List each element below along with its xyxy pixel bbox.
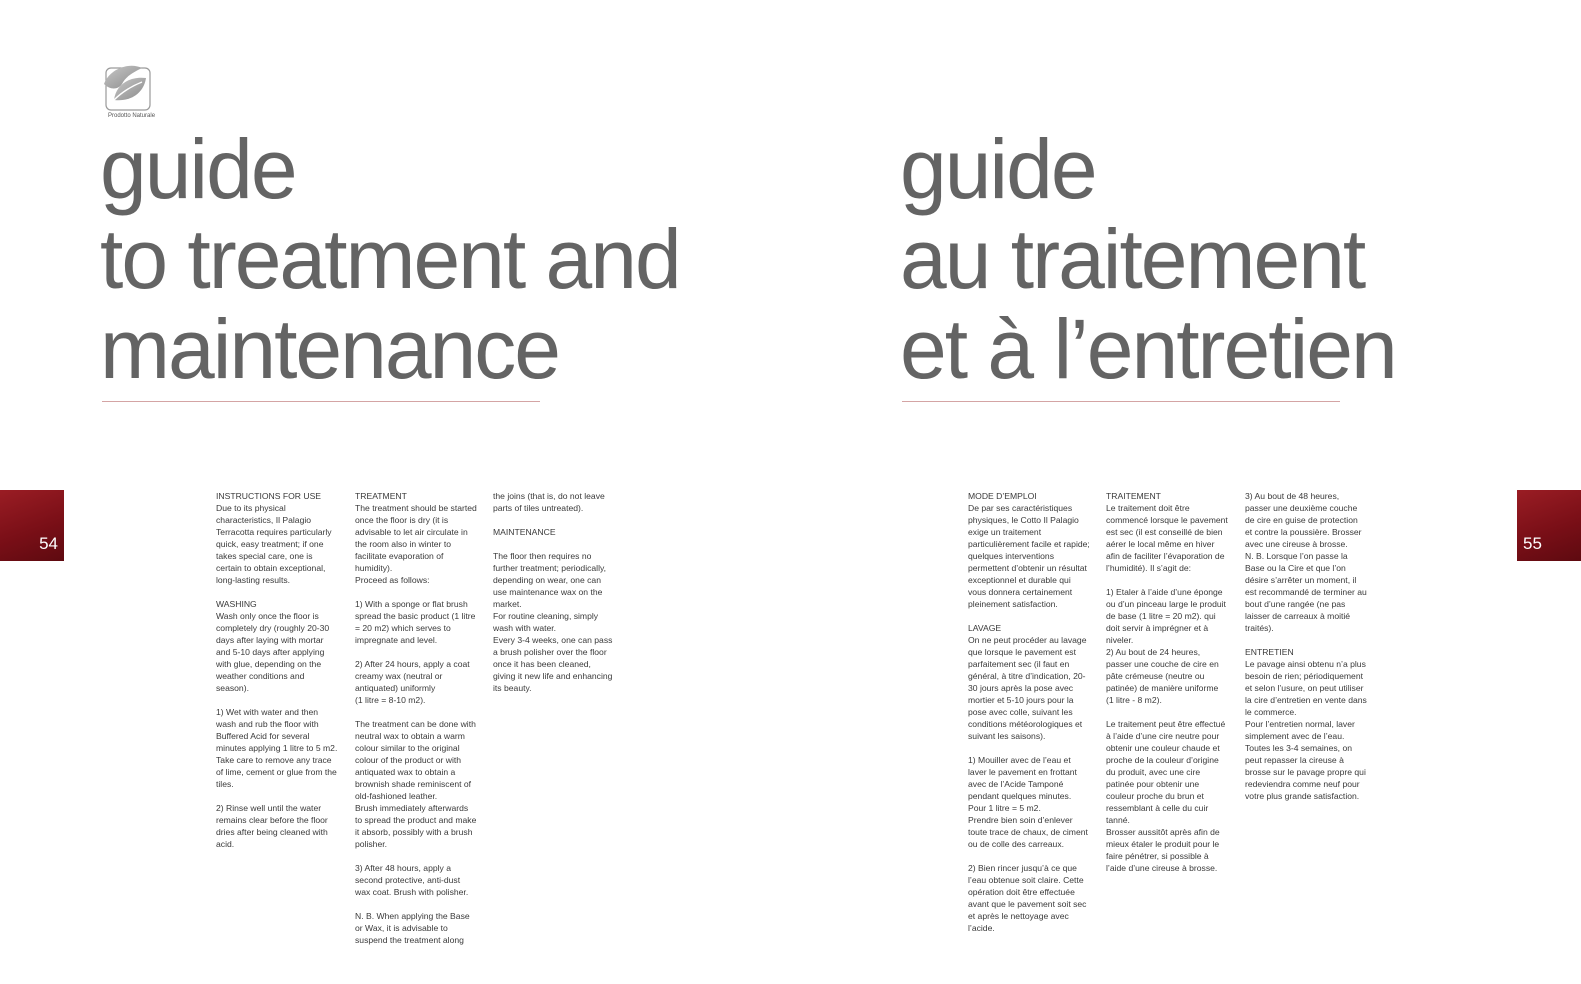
french-column-3 [1245,490,1367,802]
paragraph: 2) Rinse well until the water remains clear before the floor dries after being cleaned with acid. [216,803,328,849]
title-line: to treatment and [100,212,680,306]
page-tab-right [1517,490,1581,561]
title-underline [102,401,540,402]
paragraph: WASHING Wash only once the floor is completely dry (roughly 20-30 days after laying with mortar and 5-10 days after applying with glue, depending on the weather conditions and season). [216,599,330,693]
paragraph: LAVAGE On ne peut procéder au lavage que lorsque le pavement est parfaitement sec (il faut en général, à titre d’indication, 20-30 jours après la pose avec mortier et 5-10 jours pour la pose avec colle, suivant les conditions météorologiques et suivant les saisons). [968,623,1087,741]
paragraph: 1) Etaler à l’aide d’une éponge ou d’un pinceau large le produit de base (1 litre = 20 m2). qui doit servir à imprégner et à niveler. 2) Au bout de 24 heures, passer une couche de cire en pâte crémeuse (neutre ou patinée) de manière uniforme (1 litre - 8 m2). [1106,587,1226,705]
french-title [900,124,1396,394]
paragraph: TREATMENT The treatment should be started once the floor is dry (it is advisable to let air circulate in the room also in winter to facilitate evaporation of humidity). Proceed as follows: [355,491,477,585]
title-line: au traitement [900,212,1365,306]
paragraph: 1) Wet with water and then wash and rub the floor with Buffered Acid for several minutes applying 1 litre to 5 m2. Take care to remove any trace of lime, cement or glue from the tiles. [216,707,338,789]
title-line: maintenance [100,302,559,396]
paragraph: 2) Bien rincer jusqu’à ce que l’eau obtenue soit claire. Cette opération doit être effectuée avant que le pavement soit sec et après le nettoyage avec l’acide. [968,863,1087,933]
paragraph: 1) Mouiller avec de l’eau et laver le pavement en frottant avec de l’Acide Tamponé pendant quelques minutes. Pour 1 litre = 5 m2. Prendre bien soin d’enlever toute trace de chaux, de ciment ou de colle des carreaux. [968,755,1088,849]
page-number: 54 [39,534,58,553]
paragraph: 1) With a sponge or flat brush spread the basic product (1 litre = 20 m2) which serves to impregnate and level. [355,599,476,645]
paragraph: ENTRETIEN Le pavage ainsi obtenu n’a plus besoin de rien; périodiquement et selon l’usure, on peut utiliser la cire d’entretien en vente dans le commerce. Pour l’entretien normal, laver simplement avec de l’eau. Toutes les 3-4 semaines, on peut repasser la cireuse à brosse sur le pavage propre qui redeviendra comme neuf pour votre plus grande satisfaction. [1245,647,1367,801]
paragraph: The floor then requires no further treatment; periodically, depending on wear, one can use maintenance wax on the market. For routine cleaning, simply wash with water. Every 3-4 weeks, one can pass a brush polisher over the floor once it has been cleaned, giving it new life and enhancing its beauty. [493,551,613,693]
page-tab-left [0,490,64,561]
french-column-1 [968,490,1090,934]
english-title [100,124,680,394]
english-column-2 [355,490,477,946]
french-column-2 [1106,490,1228,874]
paragraph: 3) Au bout de 48 heures, passer une deuxième couche de cire en guise de protection et contre la poussière. Brosser avec une cireuse à brosse. N. B. Lorsque l’on passe la Base ou la Cire et que l’on désire s’arrêter un moment, il est recommandé de terminer au bout d’une rangée (ne pas laisser de carreaux à moitié traités). [1245,491,1367,633]
section-heading: MAINTENANCE [493,527,556,537]
logo [100,62,156,120]
paragraph: the joins (that is, do not leave parts of tiles untreated). [493,491,605,513]
page-number: 55 [1523,534,1542,553]
paragraph: 2) After 24 hours, apply a coat creamy wax (neutral or antiquated) uniformly (1 litre = 8-10 m2). [355,659,470,705]
title-line: et à l’entretien [900,302,1396,396]
title-line: guide [100,122,296,216]
paragraph: INSTRUCTIONS FOR USE Due to its physical characteristics, Il Palagio Terracotta requires particularly quick, easy treatment; if one takes special care, one is certain to obtain exceptional, long-lasting results. [216,491,332,585]
english-column-3 [493,490,615,694]
paragraph: MODE D’EMPLOI De par ses caractéristiques physiques, le Cotto Il Palagio exige un traitement particulièrement facile et rapide; quelques interventions permettent d’obtenir un résultat exceptionnel et durable qui vous donnera certainement pleinement satisfaction. [968,491,1090,609]
paragraph: Le traitement peut être effectué à l’aide d’une cire neutre pour obtenir une couleur chaude et proche de la couleur d’origine du produit, avec une cire patinée pour obtenir une couleur proche du brun et ressemblant à celle du cuir tanné. Brosser aussitôt après afin de mieux étaler le produit pour le faire pénétrer, si possible à l’aide d’une cireuse à brosse. [1106,719,1226,873]
title-line: guide [900,122,1096,216]
title-underline [902,401,1340,402]
paragraph: N. B. When applying the Base or Wax, it is advisable to suspend the treatment along [355,911,470,945]
logo-caption: Prodotto Naturale [108,113,156,119]
leaf-icon [100,62,156,112]
english-column-1 [216,490,338,850]
paragraph: The treatment can be done with neutral wax to obtain a warm colour similar to the original colour of the product or with antiquated wax to obtain a brownish shade reminiscent of old-fashioned leather. Brush immediately afterwards to spread the product and make it absorb, possibly with a brush polisher. [355,719,477,849]
paragraph: 3) After 48 hours, apply a second protective, anti-dust wax coat. Brush with polisher. [355,863,469,897]
paragraph: TRAITEMENT Le traitement doit être commencé lorsque le pavement est sec (il est conseillé de bien aérer le local même en hiver afin de faciliter l’évaporation de l’humidité). Il s’agit de: [1106,491,1228,573]
